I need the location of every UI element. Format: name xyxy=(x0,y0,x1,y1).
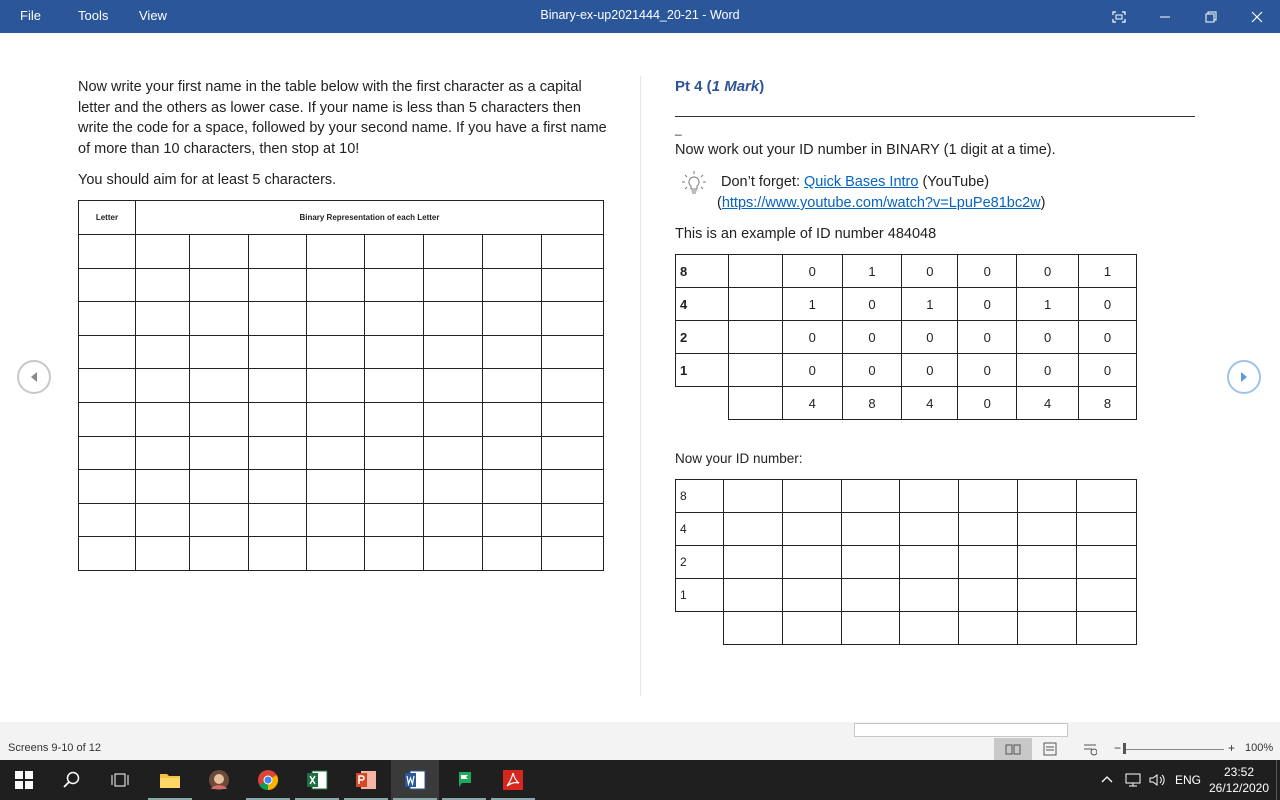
answer-cell[interactable] xyxy=(959,546,1018,579)
decimal-digit-cell: 4 xyxy=(782,387,842,420)
chat-flag-icon xyxy=(454,770,474,790)
empty-corner xyxy=(676,387,729,420)
binary-cell[interactable] xyxy=(135,436,189,470)
title-bar xyxy=(0,0,1280,33)
binary-cell[interactable] xyxy=(189,470,248,504)
binary-cell[interactable] xyxy=(424,537,483,571)
binary-cell[interactable] xyxy=(306,537,365,571)
bit-cell: 1 xyxy=(1017,288,1079,321)
binary-cell[interactable] xyxy=(483,335,542,369)
heading-suffix: ) xyxy=(759,78,765,95)
answer-cell[interactable] xyxy=(900,546,959,579)
decimal-digit-cell: 0 xyxy=(958,387,1017,420)
binary-cell[interactable] xyxy=(306,470,365,504)
your-id-table xyxy=(675,479,1137,645)
menu-tools[interactable]: Tools xyxy=(78,8,109,23)
zoom-slider-thumb[interactable] xyxy=(1123,743,1126,754)
binary-cell[interactable] xyxy=(189,436,248,470)
binary-cell[interactable] xyxy=(248,302,306,336)
binary-cell[interactable] xyxy=(306,302,365,336)
bit-cell: 0 xyxy=(842,288,902,321)
chevron-left-icon xyxy=(28,370,40,384)
binary-cell[interactable] xyxy=(189,302,248,336)
binary-cell[interactable] xyxy=(542,335,604,369)
empty-cell xyxy=(728,288,782,321)
file-explorer-button[interactable] xyxy=(146,760,194,800)
binary-cell[interactable] xyxy=(189,369,248,403)
bit-cell: 0 xyxy=(782,255,842,288)
binary-cell[interactable] xyxy=(542,436,604,470)
name-table-row xyxy=(79,335,604,369)
bit-cell: 0 xyxy=(842,354,902,387)
binary-cell[interactable] xyxy=(542,503,604,537)
binary-cell[interactable] xyxy=(135,235,189,269)
binary-cell[interactable] xyxy=(424,302,483,336)
name-table-row xyxy=(79,503,604,537)
binary-cell[interactable] xyxy=(542,470,604,504)
bit-cell: 1 xyxy=(1079,255,1137,288)
answer-cell[interactable] xyxy=(841,480,900,513)
binary-cell[interactable] xyxy=(365,503,424,537)
name-table-row xyxy=(79,537,604,571)
clock[interactable] xyxy=(1206,764,1272,796)
show-desktop-button[interactable] xyxy=(1276,760,1280,800)
answer-digit-cell[interactable] xyxy=(841,612,900,645)
your-id-row xyxy=(676,546,1137,579)
aim-text: You should aim for at least 5 characters. xyxy=(78,172,337,188)
windows-icon xyxy=(15,771,33,789)
binary-cell[interactable] xyxy=(306,436,365,470)
name-table-row xyxy=(79,302,604,336)
task-text: Now work out your ID number in BINARY (1 digit at a time). xyxy=(675,142,1056,158)
tray-chevron-icon[interactable] xyxy=(1100,772,1114,790)
answer-cell[interactable] xyxy=(723,513,782,546)
binary-cell[interactable] xyxy=(542,235,604,269)
binary-cell[interactable] xyxy=(135,503,189,537)
answer-digit-cell[interactable] xyxy=(723,612,782,645)
language-indicator[interactable]: ENG xyxy=(1175,773,1202,787)
zoom-slider-track[interactable] xyxy=(1126,749,1224,750)
bit-cell: 0 xyxy=(958,255,1017,288)
bit-cell: 0 xyxy=(1017,354,1079,387)
binary-cell[interactable] xyxy=(365,369,424,403)
binary-cell[interactable] xyxy=(189,235,248,269)
zoom-out-button[interactable]: − xyxy=(1114,741,1122,755)
empty-cell xyxy=(728,354,782,387)
binary-cell[interactable] xyxy=(542,302,604,336)
bit-cell: 0 xyxy=(842,321,902,354)
binary-cell[interactable] xyxy=(424,335,483,369)
chrome-button[interactable] xyxy=(244,760,292,800)
letter-cell[interactable] xyxy=(79,537,136,571)
bit-cell: 0 xyxy=(902,321,958,354)
volume-icon[interactable] xyxy=(1148,772,1166,793)
binary-cell[interactable] xyxy=(248,268,306,302)
answer-digit-cell[interactable] xyxy=(1077,612,1137,645)
bit-cell: 1 xyxy=(842,255,902,288)
binary-cell[interactable] xyxy=(483,470,542,504)
bit-cell: 1 xyxy=(902,288,958,321)
header-binary: Binary Representation of each Letter xyxy=(135,201,603,235)
letter-cell[interactable] xyxy=(79,402,136,436)
answer-cell[interactable] xyxy=(782,513,841,546)
bit-cell: 1 xyxy=(782,288,842,321)
search-icon xyxy=(63,771,81,789)
empty-cell xyxy=(728,255,782,288)
acrobat-icon xyxy=(502,769,524,791)
decimal-digit-cell: 4 xyxy=(902,387,958,420)
place-value-cell: 8 xyxy=(676,255,729,288)
binary-cell[interactable] xyxy=(365,268,424,302)
bit-cell: 0 xyxy=(1017,255,1079,288)
example-digits-row xyxy=(676,387,1137,420)
binary-cell[interactable] xyxy=(135,335,189,369)
close-icon[interactable] xyxy=(1234,0,1280,33)
quick-bases-link[interactable]: Quick Bases Intro xyxy=(804,174,919,190)
bit-cell: 0 xyxy=(1079,288,1137,321)
bit-cell: 0 xyxy=(1079,321,1137,354)
binary-cell[interactable] xyxy=(189,402,248,436)
dont-forget-line xyxy=(721,172,989,193)
name-table-row xyxy=(79,470,604,504)
binary-cell[interactable] xyxy=(189,537,248,571)
answer-cell[interactable] xyxy=(1077,513,1137,546)
answer-cell[interactable] xyxy=(723,480,782,513)
binary-cell[interactable] xyxy=(365,537,424,571)
name-table-row xyxy=(79,235,604,269)
example-row xyxy=(676,321,1137,354)
example-row xyxy=(676,255,1137,288)
header-letter: Letter xyxy=(79,201,136,235)
letter-cell[interactable] xyxy=(79,369,136,403)
menu-file[interactable]: File xyxy=(20,8,41,23)
binary-cell[interactable] xyxy=(248,235,306,269)
read-mode-button[interactable] xyxy=(994,738,1032,760)
answer-digit-cell[interactable] xyxy=(900,612,959,645)
answer-cell[interactable] xyxy=(1018,579,1077,612)
answer-cell[interactable] xyxy=(1077,579,1137,612)
binary-cell[interactable] xyxy=(135,302,189,336)
heading-rule xyxy=(675,116,1195,117)
start-button[interactable] xyxy=(0,760,48,800)
horizontal-scrollbar-thumb[interactable] xyxy=(854,723,1068,737)
answer-cell[interactable] xyxy=(782,579,841,612)
place-value-cell: 2 xyxy=(676,546,724,579)
dont-forget-label: Don’t forget: xyxy=(721,174,805,190)
bit-cell: 0 xyxy=(958,288,1017,321)
bit-cell: 0 xyxy=(958,354,1017,387)
binary-cell[interactable] xyxy=(248,436,306,470)
youtube-label: (YouTube) xyxy=(918,174,990,190)
name-table-row xyxy=(79,369,604,403)
place-value-cell: 4 xyxy=(676,513,724,546)
place-value-cell: 4 xyxy=(676,288,729,321)
answer-cell[interactable] xyxy=(782,480,841,513)
excel-icon xyxy=(306,770,328,790)
binary-cell[interactable] xyxy=(248,470,306,504)
avatar-icon xyxy=(208,769,230,791)
place-value-cell: 1 xyxy=(676,354,729,387)
heading-mark: 1 Mark xyxy=(711,78,760,95)
binary-cell[interactable] xyxy=(306,335,365,369)
task-view-icon xyxy=(111,771,129,789)
clock-date: 26/12/2020 xyxy=(1208,781,1270,795)
example-row xyxy=(676,288,1137,321)
name-table-row xyxy=(79,268,604,302)
binary-cell[interactable] xyxy=(248,537,306,571)
next-screen-button[interactable] xyxy=(1227,360,1261,394)
letter-cell[interactable] xyxy=(79,470,136,504)
decimal-digit-cell: 8 xyxy=(842,387,902,420)
task-view-button[interactable] xyxy=(96,760,144,800)
bit-cell: 0 xyxy=(782,321,842,354)
binary-cell[interactable] xyxy=(306,268,365,302)
answer-cell[interactable] xyxy=(841,513,900,546)
binary-cell[interactable] xyxy=(135,402,189,436)
binary-cell[interactable] xyxy=(248,369,306,403)
answer-cell[interactable] xyxy=(1077,480,1137,513)
letter-cell[interactable] xyxy=(79,436,136,470)
network-icon[interactable] xyxy=(1124,772,1142,793)
binary-cell[interactable] xyxy=(483,402,542,436)
empty-corner xyxy=(676,612,724,645)
name-binary-table xyxy=(78,200,604,571)
zoom-level[interactable]: 100% xyxy=(1245,742,1274,754)
answer-digit-cell[interactable] xyxy=(782,612,841,645)
place-value-cell: 2 xyxy=(676,321,729,354)
clock-time: 23:52 xyxy=(1223,765,1255,779)
binary-cell[interactable] xyxy=(306,235,365,269)
binary-cell[interactable] xyxy=(189,268,248,302)
word-button[interactable] xyxy=(391,760,439,800)
letter-cell[interactable] xyxy=(79,302,136,336)
folder-icon xyxy=(159,771,181,789)
answer-cell[interactable] xyxy=(1077,546,1137,579)
url-open: ( xyxy=(717,195,722,211)
letter-cell[interactable] xyxy=(79,268,136,302)
answer-cell[interactable] xyxy=(723,546,782,579)
binary-cell[interactable] xyxy=(424,503,483,537)
heading-prefix: Pt 4 ( xyxy=(675,78,712,95)
empty-cell xyxy=(728,387,782,420)
bit-cell: 0 xyxy=(902,354,958,387)
answer-cell[interactable] xyxy=(959,480,1018,513)
lightbulb-icon xyxy=(681,170,707,196)
binary-cell[interactable] xyxy=(248,503,306,537)
binary-cell[interactable] xyxy=(248,335,306,369)
acrobat-button[interactable] xyxy=(489,760,537,800)
binary-cell[interactable] xyxy=(189,335,248,369)
section-heading xyxy=(675,77,764,98)
word-icon xyxy=(404,770,426,790)
url-close: ) xyxy=(1040,195,1046,211)
your-id-row xyxy=(676,513,1137,546)
answer-cell[interactable] xyxy=(900,579,959,612)
avatar-app-button[interactable] xyxy=(195,760,243,800)
answer-cell[interactable] xyxy=(841,546,900,579)
status-bar xyxy=(0,738,1280,760)
letter-cell[interactable] xyxy=(79,335,136,369)
example-binary-table xyxy=(675,254,1137,420)
binary-cell[interactable] xyxy=(483,235,542,269)
book-icon xyxy=(1005,743,1021,755)
search-button[interactable] xyxy=(48,760,96,800)
minimize-icon[interactable] xyxy=(1142,0,1188,33)
answer-digit-cell[interactable] xyxy=(1018,612,1077,645)
name-table-row xyxy=(79,402,604,436)
answer-cell[interactable] xyxy=(900,513,959,546)
binary-cell[interactable] xyxy=(424,235,483,269)
binary-cell[interactable] xyxy=(189,503,248,537)
example-label: This is an example of ID number 484048 xyxy=(675,226,937,242)
your-id-label: Now your ID number: xyxy=(675,451,803,466)
binary-cell[interactable] xyxy=(135,470,189,504)
your-id-row xyxy=(676,579,1137,612)
chrome-icon xyxy=(257,769,279,791)
chevron-right-icon xyxy=(1238,370,1250,384)
empty-cell xyxy=(728,321,782,354)
page-icon xyxy=(1043,742,1057,756)
powerpoint-button[interactable] xyxy=(342,760,390,800)
binary-cell[interactable] xyxy=(483,369,542,403)
binary-cell[interactable] xyxy=(542,537,604,571)
binary-cell[interactable] xyxy=(365,470,424,504)
binary-cell[interactable] xyxy=(306,503,365,537)
binary-cell[interactable] xyxy=(248,402,306,436)
bit-cell: 0 xyxy=(958,321,1017,354)
binary-cell[interactable] xyxy=(542,402,604,436)
screens-count: Screens 9-10 of 12 xyxy=(8,742,101,754)
answer-digit-cell[interactable] xyxy=(959,612,1018,645)
column-divider xyxy=(640,76,641,696)
binary-cell[interactable] xyxy=(365,235,424,269)
binary-cell[interactable] xyxy=(542,268,604,302)
instructions-text: Now write your first name in the table below with the first character as a capital letter and the others as lower case. If your name is less than 5 characters then write the code for a space, followed by your second name. If you have a first name of more than 10 characters, then stop at 10! xyxy=(78,79,607,157)
answer-cell[interactable] xyxy=(723,579,782,612)
bit-cell: 0 xyxy=(902,255,958,288)
messaging-app-button[interactable] xyxy=(440,760,488,800)
window-title: Binary-ex-up2021444_20-21 - Word xyxy=(540,8,740,22)
dash-text: _ xyxy=(675,122,682,136)
place-value-cell: 1 xyxy=(676,579,724,612)
url-line xyxy=(717,193,1045,214)
bit-cell: 0 xyxy=(1079,354,1137,387)
place-value-cell: 8 xyxy=(676,480,724,513)
binary-cell[interactable] xyxy=(135,268,189,302)
decimal-digit-cell: 4 xyxy=(1017,387,1079,420)
zoom-in-button[interactable]: + xyxy=(1228,741,1236,755)
binary-cell[interactable] xyxy=(424,369,483,403)
web-layout-icon xyxy=(1083,742,1097,756)
binary-cell[interactable] xyxy=(306,402,365,436)
name-table-row xyxy=(79,436,604,470)
example-row xyxy=(676,354,1137,387)
focus-mode-icon[interactable] xyxy=(1096,0,1142,33)
binary-cell[interactable] xyxy=(365,436,424,470)
binary-cell[interactable] xyxy=(365,302,424,336)
answer-cell[interactable] xyxy=(1018,513,1077,546)
binary-cell[interactable] xyxy=(424,436,483,470)
binary-cell[interactable] xyxy=(424,268,483,302)
letter-cell[interactable] xyxy=(79,503,136,537)
bit-cell: 0 xyxy=(782,354,842,387)
previous-screen-button[interactable] xyxy=(17,360,51,394)
youtube-url-link[interactable]: https://www.youtube.com/watch?v=LpuPe81bc2w xyxy=(721,195,1041,211)
answer-cell[interactable] xyxy=(1018,480,1077,513)
answer-cell[interactable] xyxy=(959,513,1018,546)
powerpoint-icon xyxy=(355,770,377,790)
your-id-row xyxy=(676,480,1137,513)
binary-cell[interactable] xyxy=(483,436,542,470)
answer-cell[interactable] xyxy=(1018,546,1077,579)
your-id-digits-row xyxy=(676,612,1137,645)
restore-icon[interactable] xyxy=(1188,0,1234,33)
excel-button[interactable] xyxy=(293,760,341,800)
binary-cell[interactable] xyxy=(483,302,542,336)
bit-cell: 0 xyxy=(1017,321,1079,354)
web-layout-button[interactable] xyxy=(1080,741,1100,757)
answer-cell[interactable] xyxy=(900,480,959,513)
binary-cell[interactable] xyxy=(542,369,604,403)
decimal-digit-cell: 8 xyxy=(1079,387,1137,420)
binary-cell[interactable] xyxy=(483,503,542,537)
letter-cell[interactable] xyxy=(79,235,136,269)
binary-cell[interactable] xyxy=(424,402,483,436)
menu-view[interactable]: View xyxy=(139,8,167,23)
binary-cell[interactable] xyxy=(365,402,424,436)
binary-cell[interactable] xyxy=(135,369,189,403)
binary-cell[interactable] xyxy=(483,268,542,302)
answer-cell[interactable] xyxy=(959,579,1018,612)
taskbar xyxy=(0,760,1280,800)
binary-cell[interactable] xyxy=(135,537,189,571)
print-layout-button[interactable] xyxy=(1040,741,1060,757)
binary-cell[interactable] xyxy=(365,335,424,369)
binary-cell[interactable] xyxy=(483,537,542,571)
answer-cell[interactable] xyxy=(841,579,900,612)
binary-cell[interactable] xyxy=(306,369,365,403)
answer-cell[interactable] xyxy=(782,546,841,579)
horizontal-scroll-track xyxy=(0,722,1280,738)
binary-cell[interactable] xyxy=(424,470,483,504)
